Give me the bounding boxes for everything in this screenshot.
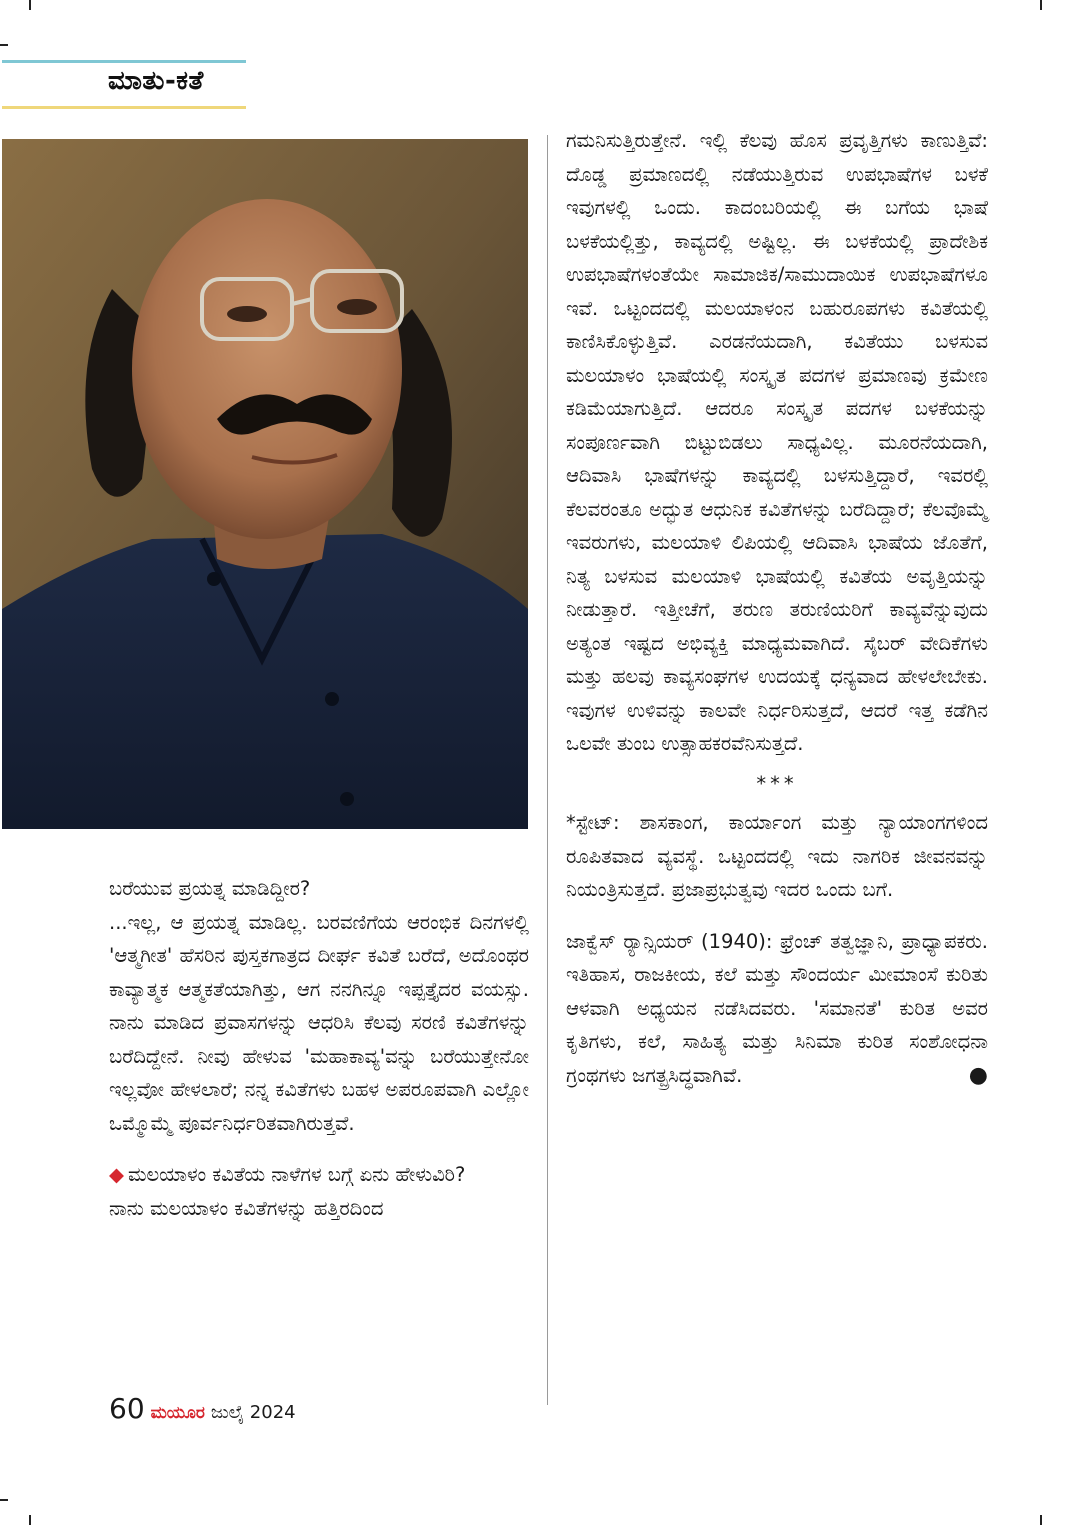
diamond-bullet-icon: ◆ [109, 1163, 124, 1186]
page-folio [109, 1392, 296, 1425]
interview-question [109, 1158, 529, 1192]
crop-mark [1040, 1515, 1042, 1525]
interview-answer: ನಾನು ಮಲಯಾಳಂ ಕವಿತೆಗಳನ್ನು ಹತ್ತಿರದಿಂದ [109, 1196, 384, 1220]
crop-mark [1040, 0, 1042, 10]
header-rule-top [2, 60, 246, 63]
section-separator: *** [756, 771, 798, 795]
footnote-state: *ಸ್ಟೇಟ್: ಶಾಸಕಾಂಗ, ಕಾರ್ಯಾಂಗ ಮತ್ತು ನ್ಯಾಯಾಂಗಗಳಿಂದ ರೂಪಿತವಾದ ವ್ಯವಸ್ಥೆ. ಒಟ್ಟಂದದಲ್ಲಿ ಇದು ನಾಗರಿಕ ಜೀವನವನ್ನು ನಿಯಂತ್ರಿಸುತ್ತದೆ. ಪ್ರಜಾಪ್ರಭುತ್ವವು ಇದರ ಒಂದು ಬಗೆ. [566, 811, 988, 901]
section-title: ಮಾತು-ಕತೆ [108, 66, 204, 96]
body-paragraph: ಗಮನಿಸುತ್ತಿರುತ್ತೇನೆ. ಇಲ್ಲಿ ಕೆಲವು ಹೊಸ ಪ್ರವೃತ್ತಿಗಳು ಕಾಣುತ್ತಿವೆ: ದೊಡ್ಡ ಪ್ರಮಾಣದಲ್ಲಿ ನಡೆಯುತ್ತಿರುವ ಉಪಭಾಷೆಗಳ ಬಳಕೆ ಇವುಗಳಲ್ಲಿ ಒಂದು. ಕಾದಂಬರಿಯಲ್ಲಿ ಈ ಬಗೆಯ ಭಾಷೆ ಬಳಕೆಯಲ್ಲಿತ್ತು, ಕಾವ್ಯದಲ್ಲಿ ಅಷ್ಟಿಲ್ಲ. ಈ ಬಳಕೆಯಲ್ಲಿ ಪ್ರಾದೇಶಿಕ ಉಪಭಾಷೆಗಳಂತೆಯೇ ಸಾಮಾಜಿಕ/ಸಾಮುದಾಯಿಕ ಉಪಭಾಷೆಗಳೂ ಇವೆ. ಒಟ್ಟಂದದಲ್ಲಿ ಮಲಯಾಳಂನ ಬಹುರೂಪಗಳು ಕವಿತೆಯಲ್ಲಿ ಕಾಣಿಸಿಕೊಳ್ಳುತ್ತಿವೆ. ಎರಡನೆಯದಾಗಿ, ಕವಿತೆಯು ಬಳಸುವ ಮಲಯಾಳಂ ಭಾಷೆಯಲ್ಲಿ ಸಂಸ್ಕೃತ ಪದಗಳ ಪ್ರಮಾಣವು ಕ್ರಮೇಣ ಕಡಿಮೆಯಾಗುತ್ತಿದೆ. ಆದರೂ ಸಂಸ್ಕೃತ ಪದಗಳ ಬಳಕೆಯನ್ನು ಸಂಪೂರ್ಣವಾಗಿ ಬಿಟ್ಟುಬಿಡಲು ಸಾಧ್ಯವಿಲ್ಲ. ಮೂರನೆಯದಾಗಿ, ಆದಿವಾಸಿ ಭಾಷೆಗಳನ್ನು ಕಾವ್ಯದಲ್ಲಿ ಬಳಸುತ್ತಿದ್ದಾರೆ, ಇವರಲ್ಲಿ ಕೆಲವರಂತೂ ಅದ್ಭುತ ಆಧುನಿಕ ಕವಿತೆಗಳನ್ನು ಬರೆದಿದ್ದಾರೆ; ಕೆಲವೊಮ್ಮೆ ಇವರುಗಳು, ಮಲಯಾಳಿ ಲಿಪಿಯಲ್ಲಿ ಆದಿವಾಸಿ ಭಾಷೆಯ ಜೊತೆಗೆ, ನಿತ್ಯ ಬಳಸುವ ಮಲಯಾಳಿ ಭಾಷೆಯಲ್ಲಿ ಕವಿತೆಯ ಅವೃತ್ತಿಯನ್ನು ನೀಡುತ್ತಾರೆ. ಇತ್ತೀಚೆಗೆ, ತರುಣ ತರುಣಿಯರಿಗೆ ಕಾವ್ಯವೆನ್ನುವುದು ಅತ್ಯಂತ ಇಷ್ಟದ ಅಭಿವ್ಯಕ್ತಿ ಮಾಧ್ಯಮವಾಗಿದೆ. ಸೈಬರ್ ವೇದಿಕೆಗಳು ಮತ್ತು ಹಲವು ಕಾವ್ಯಸಂಘಗಳ ಉದಯಕ್ಕೆ ಧನ್ಯವಾದ ಹೇಳಲೇಬೇಕು. ಇವುಗಳ ಉಳಿವನ್ನು ಕಾಲವೇ ನಿರ್ಧರಿಸುತ್ತದೆ, ಆದರೆ ಇತ್ತ ಕಡೆಗಿನ ಒಲವೇ ತುಂಬ ಉತ್ಸಾಹಕರವೆನಿಸುತ್ತದೆ. [566, 129, 988, 755]
issue-date: ಜುಲೈ 2024 [210, 1402, 296, 1423]
interview-question-text: ಮಲಯಾಳಂ ಕವಿತೆಯ ನಾಳೆಗಳ ಬಗ್ಗೆ ಏನು ಹೇಳುವಿರಿ? [128, 1163, 466, 1186]
left-column [109, 872, 529, 1225]
end-mark: ● [968, 1062, 988, 1088]
footnote-ranciere [566, 925, 988, 1093]
header-rule-bottom [2, 106, 246, 109]
crop-mark [29, 0, 31, 10]
page-number: 60 [109, 1392, 145, 1425]
interview-answer: ...ಇಲ್ಲ, ಆ ಪ್ರಯತ್ನ ಮಾಡಿಲ್ಲ. ಬರವಣಿಗೆಯ ಆರಂಭಿಕ ದಿನಗಳಲ್ಲಿ 'ಆತ್ಮಗೀತ' ಹೆಸರಿನ ಪುಸ್ತಕಗಾತ್ರದ ದೀರ್ಘ ಕವಿತೆ ಬರೆದೆ, ಅದೊಂಥರ ಕಾವ್ಯಾತ್ಮಕ ಆತ್ಮಕತೆಯಾಗಿತ್ತು, ಆಗ ನನಗಿನ್ನೂ ಇಪ್ಪತ್ತೈದರ ವಯಸ್ಸು. ನಾನು ಮಾಡಿದ ಪ್ರವಾಸಗಳನ್ನು ಆಧರಿಸಿ ಕೆಲವು ಸರಣಿ ಕವಿತೆಗಳನ್ನು ಬರೆದಿದ್ದೇನೆ. ನೀವು ಹೇಳುವ 'ಮಹಾಕಾವ್ಯ'ವನ್ನು ಬರೆಯುತ್ತೇನೋ ಇಲ್ಲವೋ ಹೇಳಲಾರೆ; ನನ್ನ ಕವಿತೆಗಳು ಬಹಳ ಅಪರೂಪವಾಗಿ ಎಲ್ಲೋ ಒಮ್ಮೊಮ್ಮೆ ಪೂರ್ವನಿರ್ಧರಿತವಾಗಿರುತ್ತವೆ. [109, 910, 529, 1135]
magazine-logo: ಮಯೂರ [150, 1403, 205, 1423]
crop-mark [29, 1515, 31, 1525]
crop-mark [0, 1499, 8, 1501]
footnote-ranciere-text: ಜಾಕ್ವೆಸ್ ರ್‍ಯಾನ್ಸಿಯರ್ (1940): ಫ್ರೆಂಚ್ ತತ್ವಜ್ಞಾನಿ, ಪ್ರಾಧ್ಯಾಪಕರು. ಇತಿಹಾಸ, ರಾಜಕೀಯ, ಕಲೆ ಮತ್ತು ಸೌಂದರ್ಯ ಮೀಮಾಂಸೆ ಕುರಿತು ಆಳವಾಗಿ ಅಧ್ಯಯನ ನಡೆಸಿದವರು. 'ಸಮಾನತೆ' ಕುರಿತ ಅವರ ಕೃತಿಗಳು, ಕಲೆ, ಸಾಹಿತ್ಯ ಮತ್ತು ಸಿನಿಮಾ ಕುರಿತ ಸಂಶೋಧನಾ ಗ್ರಂಥಗಳು ಜಗತ್ಪ್ರಸಿದ್ಧವಾಗಿವೆ. [566, 929, 988, 1087]
column-divider [547, 135, 548, 1405]
right-column [566, 124, 988, 1092]
author-photo [2, 139, 528, 829]
crop-mark [0, 44, 8, 46]
interview-question: ಬರೆಯುವ ಪ್ರಯತ್ನ ಮಾಡಿದ್ದೀರ? [109, 877, 311, 900]
